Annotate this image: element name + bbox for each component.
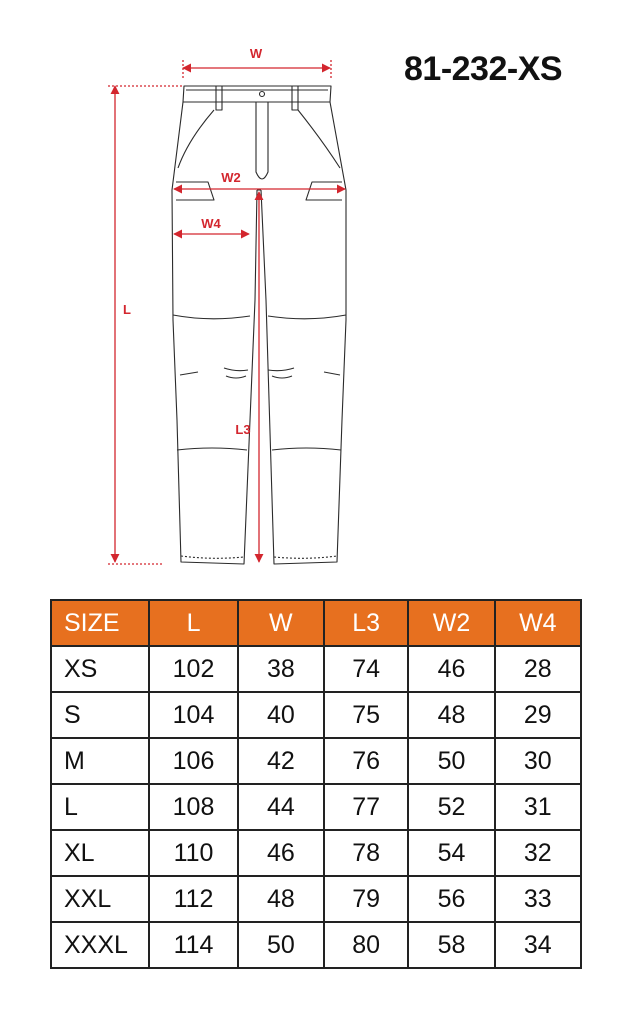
size-chart-table — [50, 599, 582, 969]
dimension-label-l: L — [123, 302, 131, 317]
measurement-cell: 33 — [495, 876, 581, 922]
table-row — [51, 784, 581, 830]
measurement-cell: 38 — [238, 646, 324, 692]
measurement-cell: 44 — [238, 784, 324, 830]
table-header-cell: SIZE — [51, 600, 149, 646]
measurement-cell: 58 — [408, 922, 494, 968]
table-header-cell: W2 — [408, 600, 494, 646]
dimension-lines — [108, 60, 345, 564]
measurement-cell: 42 — [238, 738, 324, 784]
measurement-cell: 77 — [324, 784, 408, 830]
table-header-cell: L3 — [324, 600, 408, 646]
table-header-cell: L — [149, 600, 237, 646]
measurement-cell: 104 — [149, 692, 237, 738]
dimension-label-w4: W4 — [201, 216, 221, 231]
measurement-cell: 78 — [324, 830, 408, 876]
dimension-label-l3: L3 — [235, 422, 251, 437]
table-body — [51, 646, 581, 968]
measurement-cell: 106 — [149, 738, 237, 784]
measurement-cell: 40 — [238, 692, 324, 738]
table-row — [51, 692, 581, 738]
table-row — [51, 646, 581, 692]
size-cell: XL — [51, 830, 149, 876]
measurement-cell: 114 — [149, 922, 237, 968]
measurement-cell: 54 — [408, 830, 494, 876]
measurement-cell: 102 — [149, 646, 237, 692]
table-row — [51, 922, 581, 968]
measurement-cell: 112 — [149, 876, 237, 922]
measurement-cell: 46 — [238, 830, 324, 876]
measurement-cell: 29 — [495, 692, 581, 738]
dimension-label-w2: W2 — [221, 170, 241, 185]
measurement-cell: 52 — [408, 784, 494, 830]
measurement-cell: 30 — [495, 738, 581, 784]
size-cell: XXXL — [51, 922, 149, 968]
measurement-cell: 80 — [324, 922, 408, 968]
table-header-cell: W4 — [495, 600, 581, 646]
measurement-cell: 79 — [324, 876, 408, 922]
measurement-cell: 48 — [408, 692, 494, 738]
measurement-cell: 56 — [408, 876, 494, 922]
table-row — [51, 876, 581, 922]
dimension-labels — [123, 46, 263, 437]
dimension-label-w: W — [249, 46, 263, 61]
size-cell: XXL — [51, 876, 149, 922]
measurement-cell: 32 — [495, 830, 581, 876]
size-cell: S — [51, 692, 149, 738]
size-cell: M — [51, 738, 149, 784]
measurement-cell: 28 — [495, 646, 581, 692]
measurement-cell: 108 — [149, 784, 237, 830]
size-cell: XS — [51, 646, 149, 692]
measurement-cell: 34 — [495, 922, 581, 968]
measurement-cell: 50 — [238, 922, 324, 968]
measurement-cell: 74 — [324, 646, 408, 692]
table-row — [51, 830, 581, 876]
table-header-row — [51, 600, 581, 646]
table-row — [51, 738, 581, 784]
size-cell: L — [51, 784, 149, 830]
product-code: 81-232-XS — [404, 50, 563, 88]
measurement-cell: 76 — [324, 738, 408, 784]
measurement-cell: 75 — [324, 692, 408, 738]
measurement-cell: 46 — [408, 646, 494, 692]
measurement-cell: 110 — [149, 830, 237, 876]
table-header-cell: W — [238, 600, 324, 646]
measurement-cell: 50 — [408, 738, 494, 784]
measurement-cell: 31 — [495, 784, 581, 830]
measurement-cell: 48 — [238, 876, 324, 922]
